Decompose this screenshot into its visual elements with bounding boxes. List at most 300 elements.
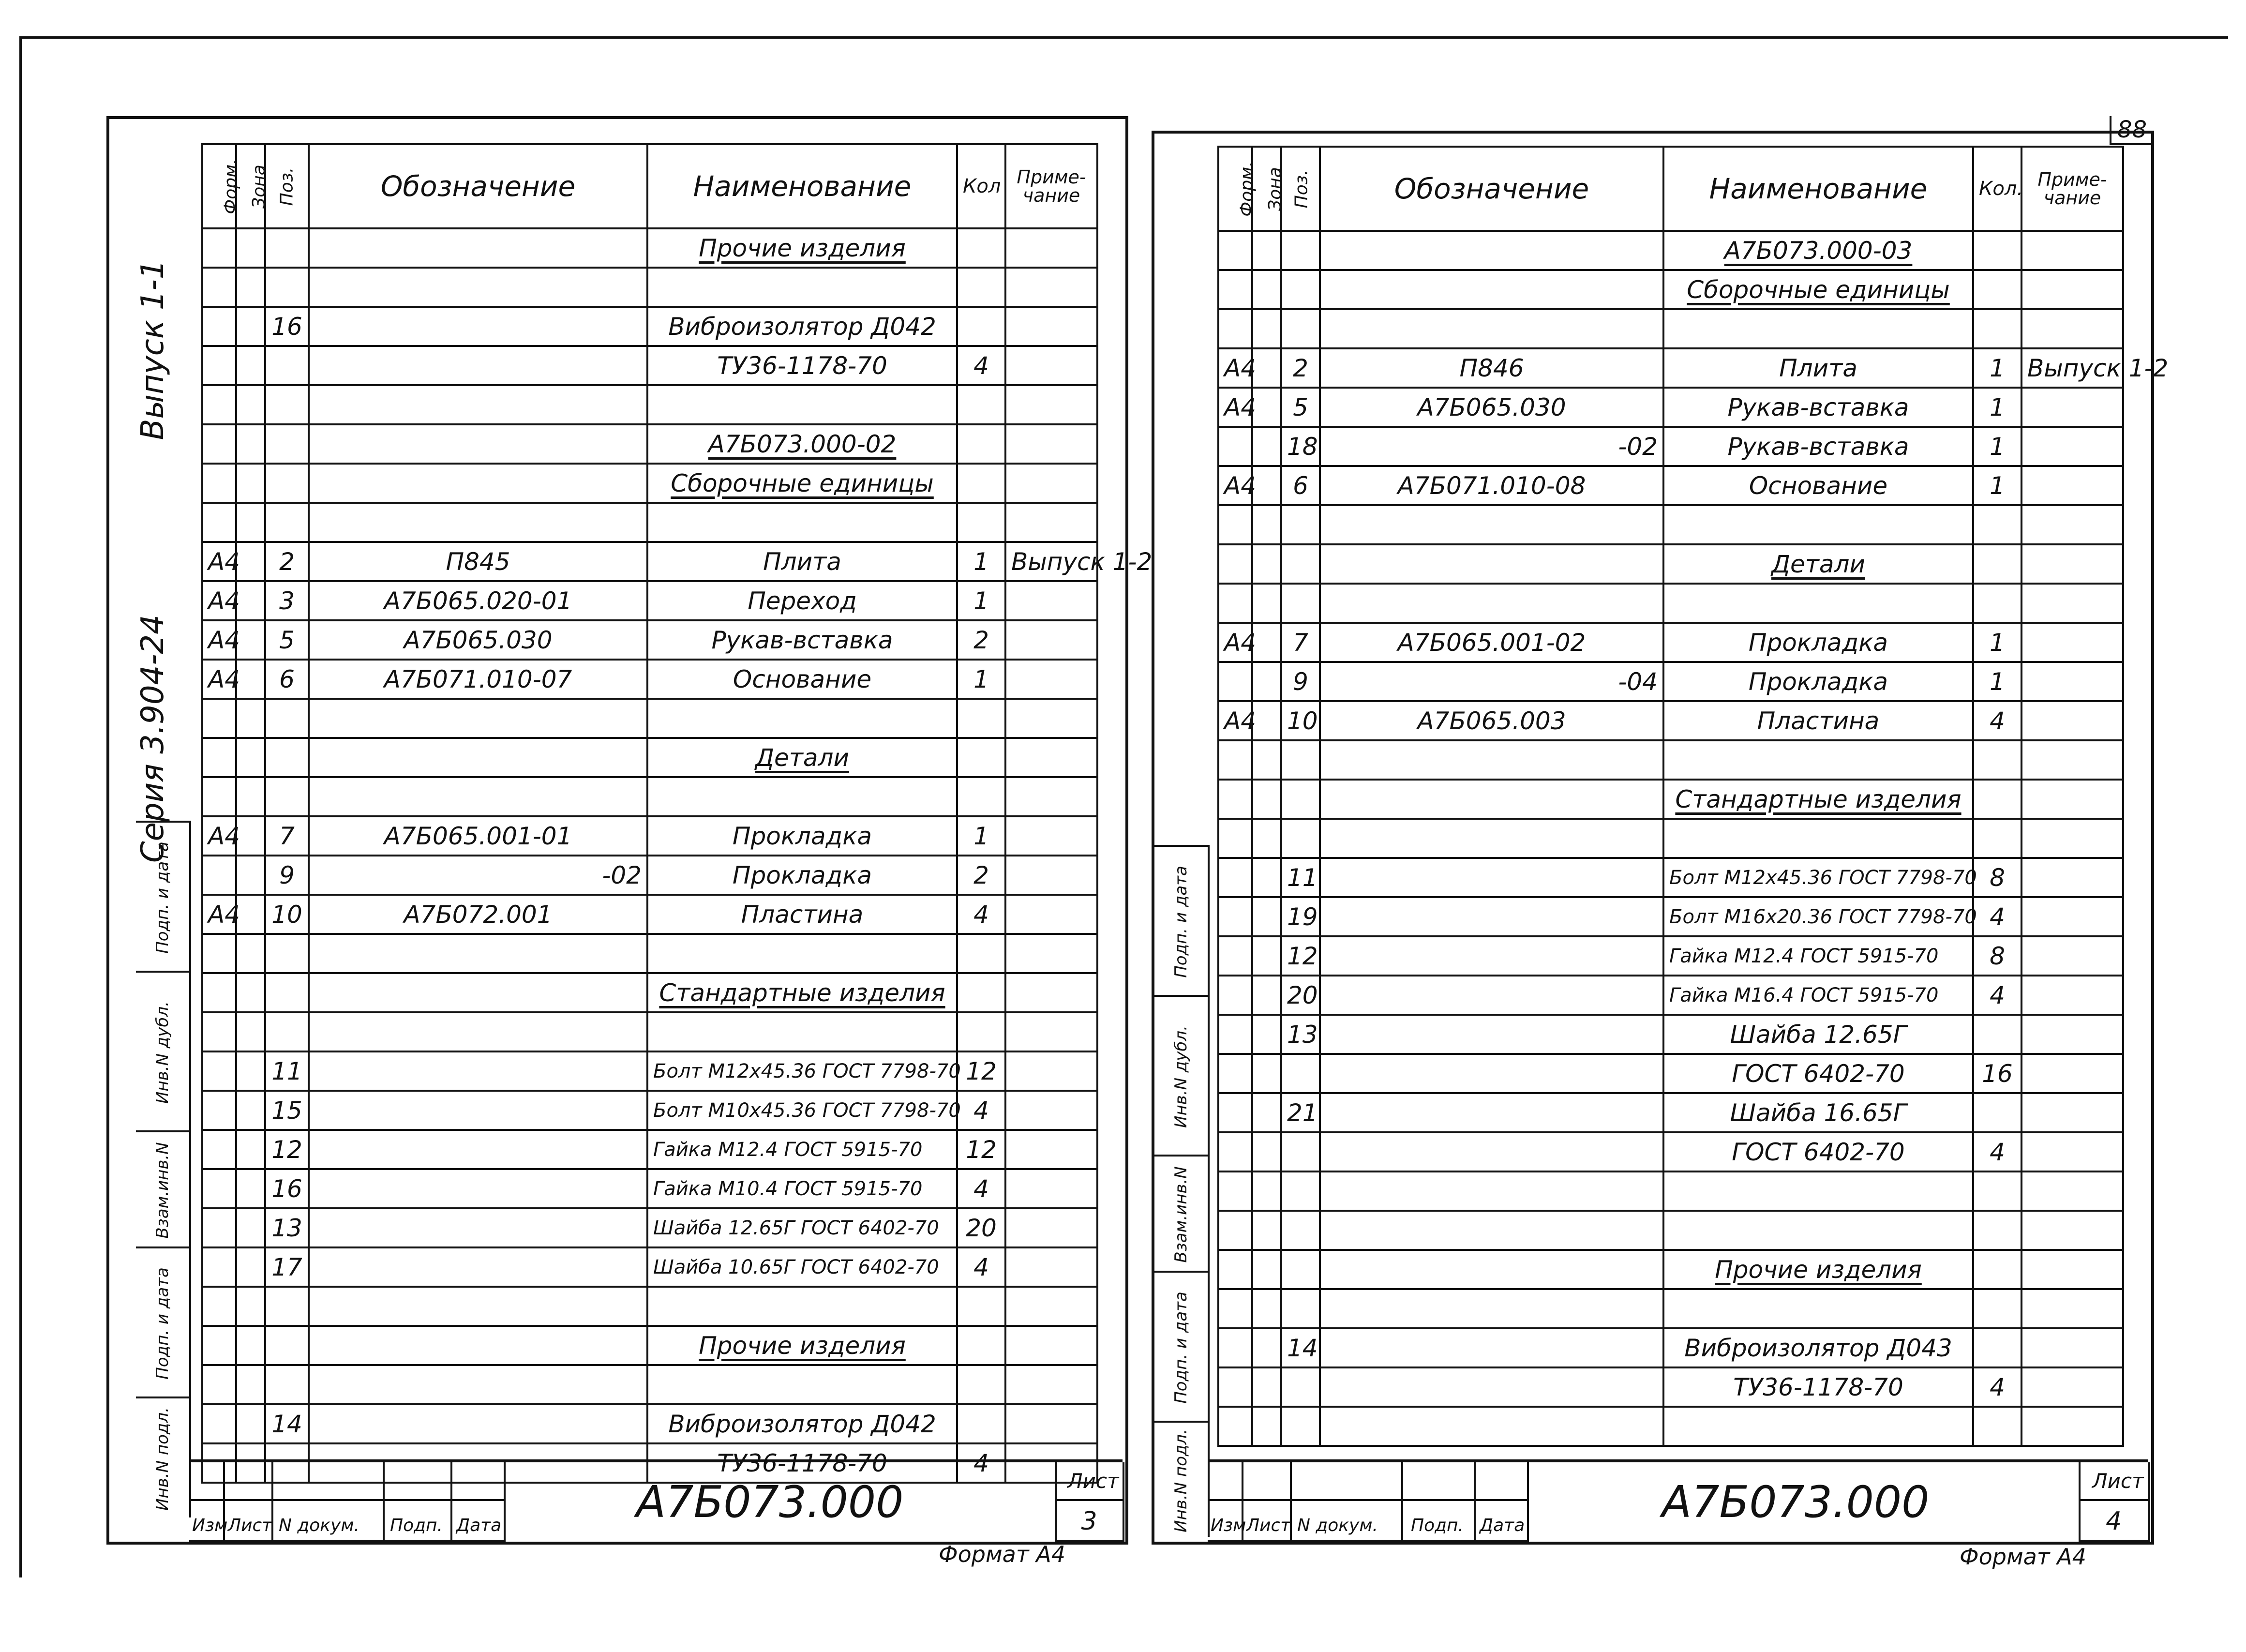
note-cell xyxy=(2021,819,2123,858)
table-row xyxy=(1218,427,2123,466)
series-label: Серия 3.904-24 xyxy=(135,615,171,863)
note-cell xyxy=(2021,544,2123,584)
position-cell: 16 xyxy=(265,307,309,346)
zone-cell xyxy=(236,1091,265,1130)
format-cell: А4 xyxy=(202,542,236,581)
name-cell xyxy=(647,385,957,424)
table-row xyxy=(1218,1250,2123,1289)
position-cell: 15 xyxy=(265,1091,309,1130)
name-cell: Прокладка xyxy=(1663,623,1973,662)
position-cell: 11 xyxy=(265,1051,309,1091)
left-sheet-number: 3 xyxy=(1081,1507,1097,1536)
position-cell xyxy=(1281,505,1320,544)
position-cell: 16 xyxy=(265,1169,309,1208)
name-cell: Стандартные изделия xyxy=(647,973,957,1012)
zone-cell xyxy=(236,1287,265,1326)
zone-cell xyxy=(1252,819,1281,858)
designation-cell xyxy=(1320,1171,1663,1211)
qty-cell xyxy=(957,777,1005,816)
note-cell xyxy=(1005,699,1097,738)
note-cell xyxy=(1005,346,1097,385)
note-cell xyxy=(2021,701,2123,740)
zone-cell xyxy=(1252,1054,1281,1093)
format-cell xyxy=(202,424,236,464)
zone-cell xyxy=(1252,1250,1281,1289)
name-cell: Основание xyxy=(1663,466,1973,505)
name-cell: ГОСТ 6402-70 xyxy=(1663,1054,1973,1093)
designation-cell xyxy=(1320,1328,1663,1367)
note-cell xyxy=(1005,856,1097,895)
designation-cell xyxy=(309,268,647,307)
qty-cell: 12 xyxy=(957,1051,1005,1091)
name-cell: Плита xyxy=(647,542,957,581)
zone-cell xyxy=(1252,505,1281,544)
name-cell xyxy=(647,1365,957,1404)
format-cell: А4 xyxy=(1218,348,1252,388)
table-row xyxy=(1218,1211,2123,1250)
format-cell xyxy=(202,1247,236,1287)
table-row xyxy=(202,1287,1097,1326)
qty-cell xyxy=(1973,1407,2021,1446)
note-cell xyxy=(1005,228,1097,268)
table-row xyxy=(202,816,1097,856)
position-cell: 10 xyxy=(1281,701,1320,740)
qty-cell: 12 xyxy=(957,1130,1005,1169)
position-cell: 5 xyxy=(1281,388,1320,427)
format-cell xyxy=(202,503,236,542)
note-cell xyxy=(2021,780,2123,819)
qty-cell: 20 xyxy=(957,1208,1005,1247)
note-cell xyxy=(2021,388,2123,427)
position-cell: 7 xyxy=(265,816,309,856)
name-cell: Шайба 12.65Г ГОСТ 6402-70 xyxy=(647,1208,957,1247)
zone-cell xyxy=(1252,466,1281,505)
format-cell xyxy=(1218,858,1252,897)
table-row xyxy=(202,973,1097,1012)
issue-label: Выпуск 1-1 xyxy=(135,259,171,440)
zone-cell xyxy=(236,424,265,464)
name-cell: ГОСТ 6402-70 xyxy=(1663,1132,1973,1171)
name-cell: Плита xyxy=(1663,348,1973,388)
qty-cell xyxy=(957,934,1005,973)
right-stamp-docnum: N докум. xyxy=(1297,1516,1378,1535)
zone-cell xyxy=(1252,623,1281,662)
designation-cell xyxy=(309,1169,647,1208)
format-cell xyxy=(1218,270,1252,309)
qty-cell xyxy=(957,1287,1005,1326)
zone-cell xyxy=(236,385,265,424)
format-cell xyxy=(1218,936,1252,976)
format-cell xyxy=(202,973,236,1012)
name-cell xyxy=(1663,505,1973,544)
zone-cell xyxy=(236,1051,265,1091)
designation-cell xyxy=(309,1287,647,1326)
qty-cell: 4 xyxy=(1973,1132,2021,1171)
name-cell: Гайка М16.4 ГОСТ 5915-70 xyxy=(1663,976,1973,1015)
zone-cell xyxy=(1252,544,1281,584)
note-cell xyxy=(1005,268,1097,307)
qty-cell xyxy=(957,699,1005,738)
right-doc-code: А7Б073.000 xyxy=(1662,1477,1930,1528)
note-cell xyxy=(1005,895,1097,934)
qty-cell xyxy=(1973,1289,2021,1328)
format-cell xyxy=(202,1365,236,1404)
format-cell xyxy=(1218,544,1252,584)
table-row xyxy=(1218,544,2123,584)
note-cell xyxy=(1005,581,1097,620)
table-row xyxy=(202,1051,1097,1091)
name-cell xyxy=(647,699,957,738)
designation-cell xyxy=(1320,1367,1663,1407)
right-stamp-date: Дата xyxy=(1480,1516,1525,1535)
table-row xyxy=(1218,1328,2123,1367)
table-row xyxy=(1218,976,2123,1015)
note-cell xyxy=(1005,777,1097,816)
name-cell: Пластина xyxy=(1663,701,1973,740)
designation-cell: А7Б065.003 xyxy=(1320,701,1663,740)
note-cell xyxy=(1005,816,1097,856)
position-cell: 5 xyxy=(265,620,309,660)
table-row xyxy=(1218,1093,2123,1132)
right-col-note: Приме-чание xyxy=(2021,147,2123,231)
position-cell: 10 xyxy=(265,895,309,934)
stamp-date: Дата xyxy=(456,1516,502,1535)
note-cell xyxy=(2021,740,2123,780)
designation-cell xyxy=(1320,1015,1663,1054)
table-row xyxy=(202,1012,1097,1051)
table-row xyxy=(1218,309,2123,348)
format-cell xyxy=(1218,1250,1252,1289)
name-cell: Сборочные единицы xyxy=(1663,270,1973,309)
designation-cell xyxy=(1320,740,1663,780)
format-cell xyxy=(202,1208,236,1247)
zone-cell xyxy=(1252,1407,1281,1446)
designation-cell xyxy=(1320,505,1663,544)
zone-cell xyxy=(1252,976,1281,1015)
side-cell-inv-podl: Инв.N подл. xyxy=(136,1397,189,1519)
note-cell xyxy=(1005,424,1097,464)
name-cell xyxy=(647,777,957,816)
position-cell xyxy=(1281,1407,1320,1446)
zone-cell xyxy=(1252,388,1281,427)
zone-cell xyxy=(236,620,265,660)
col-zone: Зона xyxy=(236,144,265,228)
zone-cell xyxy=(1252,348,1281,388)
position-cell: 7 xyxy=(1281,623,1320,662)
position-cell: 14 xyxy=(265,1404,309,1443)
position-cell: 9 xyxy=(265,856,309,895)
table-row xyxy=(1218,231,2123,270)
zone-cell xyxy=(1252,427,1281,466)
designation-cell: П845 xyxy=(309,542,647,581)
note-cell xyxy=(2021,1250,2123,1289)
format-cell xyxy=(1218,427,1252,466)
zone-cell xyxy=(1252,936,1281,976)
format-cell xyxy=(1218,780,1252,819)
name-cell: Виброизолятор Д043 xyxy=(1663,1328,1973,1367)
qty-cell: 2 xyxy=(957,620,1005,660)
position-cell xyxy=(265,1365,309,1404)
zone-cell xyxy=(236,307,265,346)
name-cell: Болт М16х20.36 ГОСТ 7798-70 xyxy=(1663,897,1973,936)
format-cell xyxy=(202,777,236,816)
note-cell xyxy=(1005,1091,1097,1130)
qty-cell xyxy=(957,385,1005,424)
name-cell: Стандартные изделия xyxy=(1663,780,1973,819)
col-designation: Обозначение xyxy=(309,144,647,228)
right-sidebar xyxy=(1154,845,1210,1537)
position-cell xyxy=(1281,780,1320,819)
position-cell: 13 xyxy=(1281,1015,1320,1054)
name-cell: Болт М12х45.36 ГОСТ 7798-70 xyxy=(1663,858,1973,897)
note-cell xyxy=(2021,1211,2123,1250)
qty-cell: 1 xyxy=(957,660,1005,699)
left-sheet-label: Лист xyxy=(1067,1469,1119,1493)
qty-cell xyxy=(957,1326,1005,1365)
designation-cell xyxy=(1320,819,1663,858)
qty-cell xyxy=(957,464,1005,503)
qty-cell xyxy=(957,307,1005,346)
format-cell xyxy=(202,268,236,307)
format-cell xyxy=(202,699,236,738)
designation-cell: А7Б065.001-01 xyxy=(309,816,647,856)
table-row xyxy=(202,542,1097,581)
name-cell: А7Б073.000-02 xyxy=(647,424,957,464)
position-cell xyxy=(1281,231,1320,270)
note-cell xyxy=(2021,270,2123,309)
qty-cell xyxy=(1973,1250,2021,1289)
designation-cell xyxy=(1320,1093,1663,1132)
table-row xyxy=(1218,505,2123,544)
note-cell xyxy=(1005,1287,1097,1326)
designation-cell xyxy=(309,1130,647,1169)
note-cell xyxy=(1005,1051,1097,1091)
position-cell xyxy=(265,1326,309,1365)
table-row xyxy=(202,503,1097,542)
stamp-docnum: N докум. xyxy=(279,1516,359,1535)
name-cell: Шайба 16.65Г xyxy=(1663,1093,1973,1132)
qty-cell: 4 xyxy=(957,1091,1005,1130)
name-cell xyxy=(647,503,957,542)
name-cell: ТУ36-1178-70 xyxy=(647,346,957,385)
designation-cell: А7Б065.001-02 xyxy=(1320,623,1663,662)
note-cell xyxy=(2021,976,2123,1015)
position-cell: 9 xyxy=(1281,662,1320,701)
position-cell xyxy=(265,503,309,542)
zone-cell xyxy=(1252,858,1281,897)
zone-cell xyxy=(236,1247,265,1287)
table-row xyxy=(202,307,1097,346)
zone-cell xyxy=(236,660,265,699)
designation-cell xyxy=(309,1051,647,1091)
table-row xyxy=(202,1130,1097,1169)
position-cell: 12 xyxy=(265,1130,309,1169)
format-cell: А4 xyxy=(1218,388,1252,427)
position-cell xyxy=(1281,544,1320,584)
format-cell: А4 xyxy=(1218,623,1252,662)
qty-cell: 1 xyxy=(1973,466,2021,505)
qty-cell xyxy=(1973,1171,2021,1211)
designation-cell xyxy=(309,424,647,464)
name-cell: ТУ36-1178-70 xyxy=(647,1443,957,1483)
name-cell: Шайба 12.65Г xyxy=(1663,1015,1973,1054)
table-row xyxy=(1218,1132,2123,1171)
qty-cell: 8 xyxy=(1973,858,2021,897)
note-cell xyxy=(1005,385,1097,424)
position-cell xyxy=(1281,309,1320,348)
name-cell xyxy=(1663,819,1973,858)
designation-cell xyxy=(309,346,647,385)
note-cell xyxy=(2021,1015,2123,1054)
position-cell xyxy=(265,973,309,1012)
note-cell xyxy=(2021,427,2123,466)
designation-cell xyxy=(309,1326,647,1365)
format-cell xyxy=(202,1091,236,1130)
note-cell xyxy=(2021,1328,2123,1367)
zone-cell xyxy=(236,1012,265,1051)
position-cell xyxy=(265,738,309,777)
qty-cell: 4 xyxy=(1973,701,2021,740)
name-cell: Прокладка xyxy=(647,816,957,856)
qty-cell xyxy=(957,1365,1005,1404)
format-cell xyxy=(202,228,236,268)
format-cell: А4 xyxy=(202,620,236,660)
table-row xyxy=(1218,270,2123,309)
right-col-format: Форм. xyxy=(1218,147,1252,231)
table-row xyxy=(1218,1015,2123,1054)
zone-cell xyxy=(1252,1367,1281,1407)
right-col-designation: Обозначение xyxy=(1320,147,1663,231)
designation-cell xyxy=(309,1091,647,1130)
right-col-name: Наименование xyxy=(1663,147,1973,231)
qty-cell xyxy=(1973,1015,2021,1054)
name-cell: Прочие изделия xyxy=(647,228,957,268)
format-cell xyxy=(1218,1289,1252,1328)
right-table-body xyxy=(1218,231,2169,1446)
zone-cell xyxy=(236,503,265,542)
note-cell xyxy=(2021,231,2123,270)
designation-cell: П846 xyxy=(1320,348,1663,388)
col-format: Форм. xyxy=(202,144,236,228)
right-col-position: Поз. xyxy=(1281,147,1320,231)
table-row xyxy=(202,660,1097,699)
right-col-zone: Зона xyxy=(1252,147,1281,231)
format-cell xyxy=(202,1287,236,1326)
position-cell xyxy=(1281,1211,1320,1250)
zone-cell xyxy=(1252,897,1281,936)
table-row xyxy=(202,581,1097,620)
format-cell xyxy=(1218,976,1252,1015)
format-cell: А4 xyxy=(202,816,236,856)
zone-cell xyxy=(236,738,265,777)
note-cell xyxy=(1005,1208,1097,1247)
qty-cell xyxy=(1973,819,2021,858)
zone-cell xyxy=(1252,1171,1281,1211)
name-cell: Прочие изделия xyxy=(647,1326,957,1365)
table-row xyxy=(1218,897,2123,936)
designation-cell: -02 xyxy=(1320,427,1663,466)
position-cell: 2 xyxy=(265,542,309,581)
table-row xyxy=(202,1247,1097,1287)
format-cell xyxy=(1218,1407,1252,1446)
right-side-cell-inv-podl: Инв.N подл. xyxy=(1154,1421,1208,1539)
position-cell xyxy=(265,777,309,816)
format-cell xyxy=(202,856,236,895)
designation-cell xyxy=(309,503,647,542)
format-cell xyxy=(202,738,236,777)
position-cell: 14 xyxy=(1281,1328,1320,1367)
note-cell xyxy=(1005,1169,1097,1208)
qty-cell xyxy=(1973,544,2021,584)
note-cell xyxy=(2021,897,2123,936)
position-cell xyxy=(265,1012,309,1051)
position-cell xyxy=(1281,270,1320,309)
qty-cell: 4 xyxy=(1973,976,2021,1015)
qty-cell: 4 xyxy=(957,895,1005,934)
name-cell xyxy=(1663,1289,1973,1328)
side-cell-podp-1: Подп. и дата xyxy=(136,821,189,973)
right-stamp xyxy=(1208,1459,2148,1542)
designation-cell xyxy=(309,385,647,424)
format-cell xyxy=(1218,740,1252,780)
position-cell xyxy=(265,346,309,385)
designation-cell xyxy=(1320,544,1663,584)
table-row xyxy=(202,895,1097,934)
format-cell xyxy=(202,346,236,385)
table-row xyxy=(202,1091,1097,1130)
table-row xyxy=(202,1404,1097,1443)
position-cell xyxy=(265,424,309,464)
zone-cell xyxy=(236,228,265,268)
position-cell xyxy=(1281,740,1320,780)
qty-cell: 8 xyxy=(1973,936,2021,976)
designation-cell xyxy=(1320,858,1663,897)
designation-cell xyxy=(309,228,647,268)
format-cell: А4 xyxy=(1218,701,1252,740)
designation-cell xyxy=(309,1247,647,1287)
format-cell xyxy=(202,464,236,503)
qty-cell xyxy=(1973,1093,2021,1132)
zone-cell xyxy=(236,1130,265,1169)
format-cell xyxy=(1218,1093,1252,1132)
qty-cell xyxy=(957,503,1005,542)
table-row xyxy=(1218,466,2123,505)
format-cell xyxy=(1218,897,1252,936)
position-cell: 18 xyxy=(1281,427,1320,466)
table-row xyxy=(1218,388,2123,427)
note-cell xyxy=(2021,662,2123,701)
designation-cell: А7Б071.010-07 xyxy=(309,660,647,699)
qty-cell: 1 xyxy=(1973,348,2021,388)
zone-cell xyxy=(1252,662,1281,701)
designation-cell xyxy=(1320,780,1663,819)
side-cell-vzam: Взам.инв.N xyxy=(136,1130,189,1248)
right-format-label: Формат А4 xyxy=(1960,1544,2086,1570)
name-cell: Сборочные единицы xyxy=(647,464,957,503)
zone-cell xyxy=(236,856,265,895)
format-cell: А4 xyxy=(1218,466,1252,505)
zone-cell xyxy=(236,973,265,1012)
qty-cell xyxy=(1973,1328,2021,1367)
position-cell xyxy=(265,699,309,738)
note-cell xyxy=(1005,738,1097,777)
qty-cell: 4 xyxy=(1973,897,2021,936)
stamp-sign: Подп. xyxy=(390,1516,443,1535)
qty-cell: 1 xyxy=(957,816,1005,856)
col-qty: Кол xyxy=(957,144,1005,228)
zone-cell xyxy=(236,542,265,581)
qty-cell: 1 xyxy=(1973,623,2021,662)
